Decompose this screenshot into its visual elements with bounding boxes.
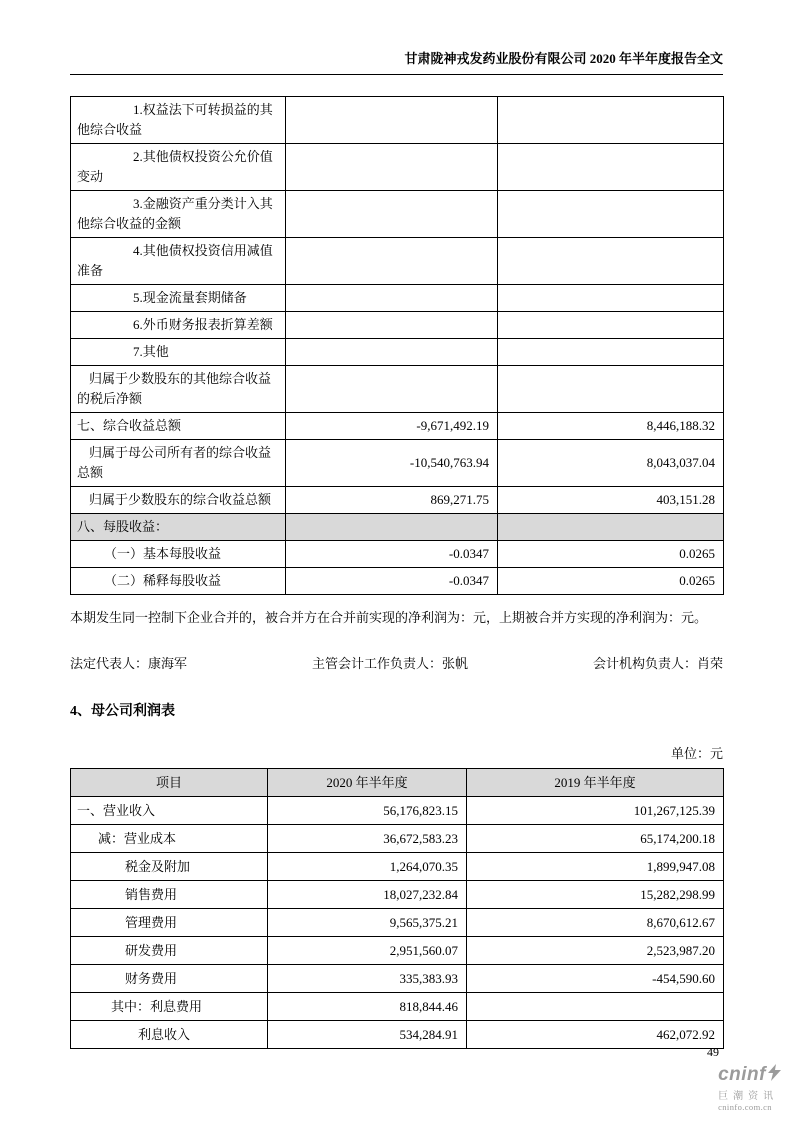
signatories-row [70, 653, 723, 672]
cell-value-2019 [498, 97, 724, 144]
table-row [71, 440, 724, 487]
cell-value-2020: -9,671,492.19 [286, 413, 498, 440]
row-label: 销售费用 [71, 881, 268, 909]
row-label: 八、每股收益： [71, 514, 286, 541]
cell-value-2020 [286, 144, 498, 191]
cell-value-2019: 8,043,037.04 [498, 440, 724, 487]
cell-value-2020: 534,284.91 [268, 1021, 467, 1049]
row-label: （二）稀释每股收益 [71, 568, 286, 595]
cell-value-2019 [498, 238, 724, 285]
row-label: 七、综合收益总额 [71, 413, 286, 440]
cell-value-2020: -0.0347 [286, 568, 498, 595]
table-row [71, 853, 724, 881]
row-label: 1.权益法下可转损益的其他综合收益 [71, 97, 286, 144]
row-label: 3.金融资产重分类计入其他综合收益的金额 [71, 191, 286, 238]
row-label: 管理费用 [71, 909, 268, 937]
logo-brand-row [718, 1064, 781, 1086]
cell-value-2019 [498, 285, 724, 312]
table-row [71, 965, 724, 993]
table-row [71, 487, 724, 514]
table-row [71, 191, 724, 238]
cell-value-2020 [286, 312, 498, 339]
cell-value-2019: 403,151.28 [498, 487, 724, 514]
table-row [71, 881, 724, 909]
cell-value-2020 [286, 285, 498, 312]
cell-value-2020 [286, 339, 498, 366]
col-header-item: 项目 [71, 769, 268, 797]
cell-value-2019: 2,523,987.20 [467, 937, 724, 965]
accounting-org-head: 会计机构负责人：肖荣 [592, 656, 723, 671]
cell-value-2019: 1,899,947.08 [467, 853, 724, 881]
cell-value-2019: 0.0265 [498, 568, 724, 595]
cell-value-2020: 818,844.46 [268, 993, 467, 1021]
row-label: （一）基本每股收益 [71, 541, 286, 568]
row-label: 一、营业收入 [71, 797, 268, 825]
cell-value-2020: 18,027,232.84 [268, 881, 467, 909]
cell-value-2020: -0.0347 [286, 541, 498, 568]
unit-label: 单位：元 [670, 746, 723, 761]
table-row [71, 413, 724, 440]
row-label: 利息收入 [71, 1021, 268, 1049]
comprehensive-income-table [70, 96, 724, 595]
row-label: 归属于母公司所有者的综合收益总额 [71, 440, 286, 487]
table-row [71, 144, 724, 191]
table-row [71, 285, 724, 312]
cell-value-2019 [498, 514, 724, 541]
table-row [71, 993, 724, 1021]
cell-value-2019: 8,446,188.32 [498, 413, 724, 440]
row-label: 其中：利息费用 [71, 993, 268, 1021]
col-header-2019: 2019 年半年度 [467, 769, 724, 797]
cell-value-2019 [498, 366, 724, 413]
col-header-2020: 2020 年半年度 [268, 769, 467, 797]
cell-value-2020 [286, 191, 498, 238]
cell-value-2019 [498, 144, 724, 191]
table-row [71, 366, 724, 413]
logo-domain: cninfo.com.cn [718, 1102, 772, 1112]
row-label: 归属于少数股东的综合收益总额 [71, 487, 286, 514]
table-header-row [71, 769, 724, 797]
table-row [71, 541, 724, 568]
table-row [71, 568, 724, 595]
lightning-bolt-icon [768, 1064, 781, 1086]
cell-value-2019 [498, 339, 724, 366]
cell-value-2019: 8,670,612.67 [467, 909, 724, 937]
cell-value-2020 [286, 514, 498, 541]
parent-company-income-statement-table [70, 768, 724, 1049]
cell-value-2019: 65,174,200.18 [467, 825, 724, 853]
cell-value-2019: -454,590.60 [467, 965, 724, 993]
row-label: 财务费用 [71, 965, 268, 993]
table-row [71, 909, 724, 937]
document-title: 甘肃陇神戎发药业股份有限公司 2020 年半年度报告全文 [404, 51, 723, 66]
logo-chinese-name: 巨潮资讯 [718, 1091, 779, 1102]
cell-value-2019 [498, 191, 724, 238]
cell-value-2020: 335,383.93 [268, 965, 467, 993]
table-row [71, 937, 724, 965]
row-label: 2.其他债权投资公允价值变动 [71, 144, 286, 191]
row-label: 税金及附加 [71, 853, 268, 881]
table-row [71, 238, 724, 285]
cell-value-2020 [286, 97, 498, 144]
page-number: 49 [707, 1045, 719, 1059]
cell-value-2020 [286, 366, 498, 413]
row-label: 研发费用 [71, 937, 268, 965]
row-label: 减：营业成本 [71, 825, 268, 853]
table-row [71, 339, 724, 366]
cell-value-2019: 0.0265 [498, 541, 724, 568]
row-label: 归属于少数股东的其他综合收益的税后净额 [71, 366, 286, 413]
cell-value-2019 [467, 993, 724, 1021]
logo-brand-text: cninf [718, 1064, 766, 1085]
cell-value-2019: 15,282,298.99 [467, 881, 724, 909]
cell-value-2020: -10,540,763.94 [286, 440, 498, 487]
row-label: 7.其他 [71, 339, 286, 366]
row-label: 5.现金流量套期储备 [71, 285, 286, 312]
cell-value-2019: 462,072.92 [467, 1021, 724, 1049]
legal-representative: 法定代表人：康海军 [70, 656, 188, 671]
cell-value-2020: 869,271.75 [286, 487, 498, 514]
table-row [71, 312, 724, 339]
table-row [71, 1021, 724, 1049]
cninfo-logo [718, 1064, 781, 1112]
cell-value-2020: 1,264,070.35 [268, 853, 467, 881]
cell-value-2020: 36,672,583.23 [268, 825, 467, 853]
row-label: 4.其他债权投资信用减值准备 [71, 238, 286, 285]
table-row [71, 97, 724, 144]
row-label: 6.外币财务报表折算差额 [71, 312, 286, 339]
merger-note: 本期发生同一控制下企业合并的，被合并方在合并前实现的净利润为：元，上期被合并方实现的净利润为：元。 [70, 610, 708, 625]
table-row-shaded [71, 514, 724, 541]
cell-value-2020: 56,176,823.15 [268, 797, 467, 825]
document-header [70, 48, 723, 75]
cell-value-2019: 101,267,125.39 [467, 797, 724, 825]
table-row [71, 825, 724, 853]
table-row [71, 797, 724, 825]
cell-value-2020: 9,565,375.21 [268, 909, 467, 937]
cell-value-2019 [498, 312, 724, 339]
cell-value-2020 [286, 238, 498, 285]
section-title: 4、母公司利润表 [70, 704, 175, 719]
cell-value-2020: 2,951,560.07 [268, 937, 467, 965]
accounting-head: 主管会计工作负责人：张帆 [311, 656, 468, 671]
